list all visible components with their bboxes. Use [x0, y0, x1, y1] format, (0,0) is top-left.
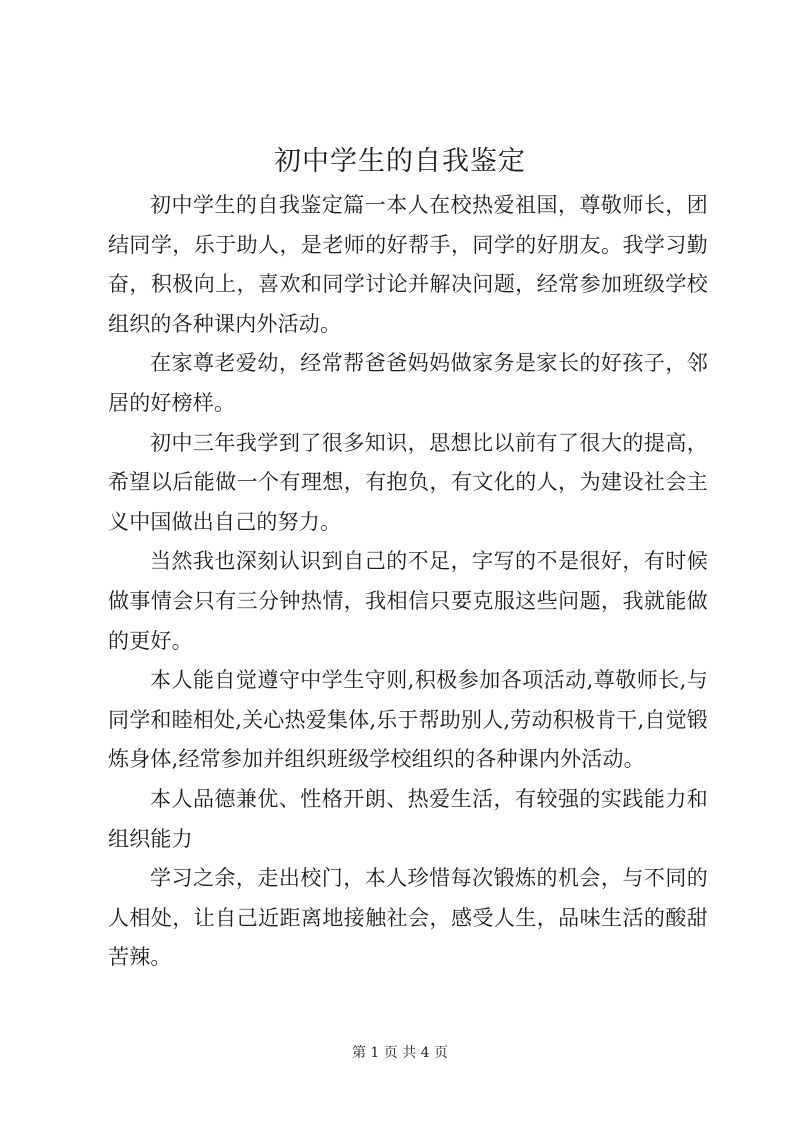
page-title: 初中学生的自我鉴定 [274, 146, 526, 177]
paragraph-4: 当然我也深刻认识到自己的不足，字写的不是很好，有时候做事情会只有三分钟热情，我相信只要克服这些问题，我就能做的更好。 [108, 549, 708, 653]
document-body [108, 186, 708, 978]
paragraph-3: 初中三年我学到了很多知识，思想比以前有了很大的提高，希望以后能做一个有理想，有抱负，有文化的人，为建设社会主义中国做出自己的努力。 [108, 430, 708, 534]
paragraph-2: 在家尊老爱幼，经常帮爸爸妈妈做家务是家长的好孩子，邻居的好榜样。 [108, 351, 708, 415]
paragraph-1: 初中学生的自我鉴定篇一本人在校热爱祖国，尊敬师长，团结同学，乐于助人，是老师的好帮手，同学的好朋友。我学习勤奋，积极向上，喜欢和同学讨论并解决问题，经常参加班级学校组织的各种课内外活动。 [108, 193, 708, 336]
paragraph-7: 学习之余，走出校门，本人珍惜每次锻炼的机会，与不同的人相处，让自己近距离地接触社会，感受人生，品味生活的酸甜苦辣。 [108, 866, 708, 970]
paragraph-5: 本人能自觉遵守中学生守则,积极参加各项活动,尊敬师长,与同学和睦相处,关心热爱集体,乐于帮助别人,劳动积极肯干,自觉锻炼身体,经常参加并组织班级学校组织的各种课内外活动。 [108, 668, 708, 772]
page-number-footer: 第 1 页 共 4 页 [351, 1045, 449, 1061]
paragraph-6: 本人品德兼优、性格开朗、热爱生活，有较强的实践能力和组织能力 [108, 786, 708, 851]
